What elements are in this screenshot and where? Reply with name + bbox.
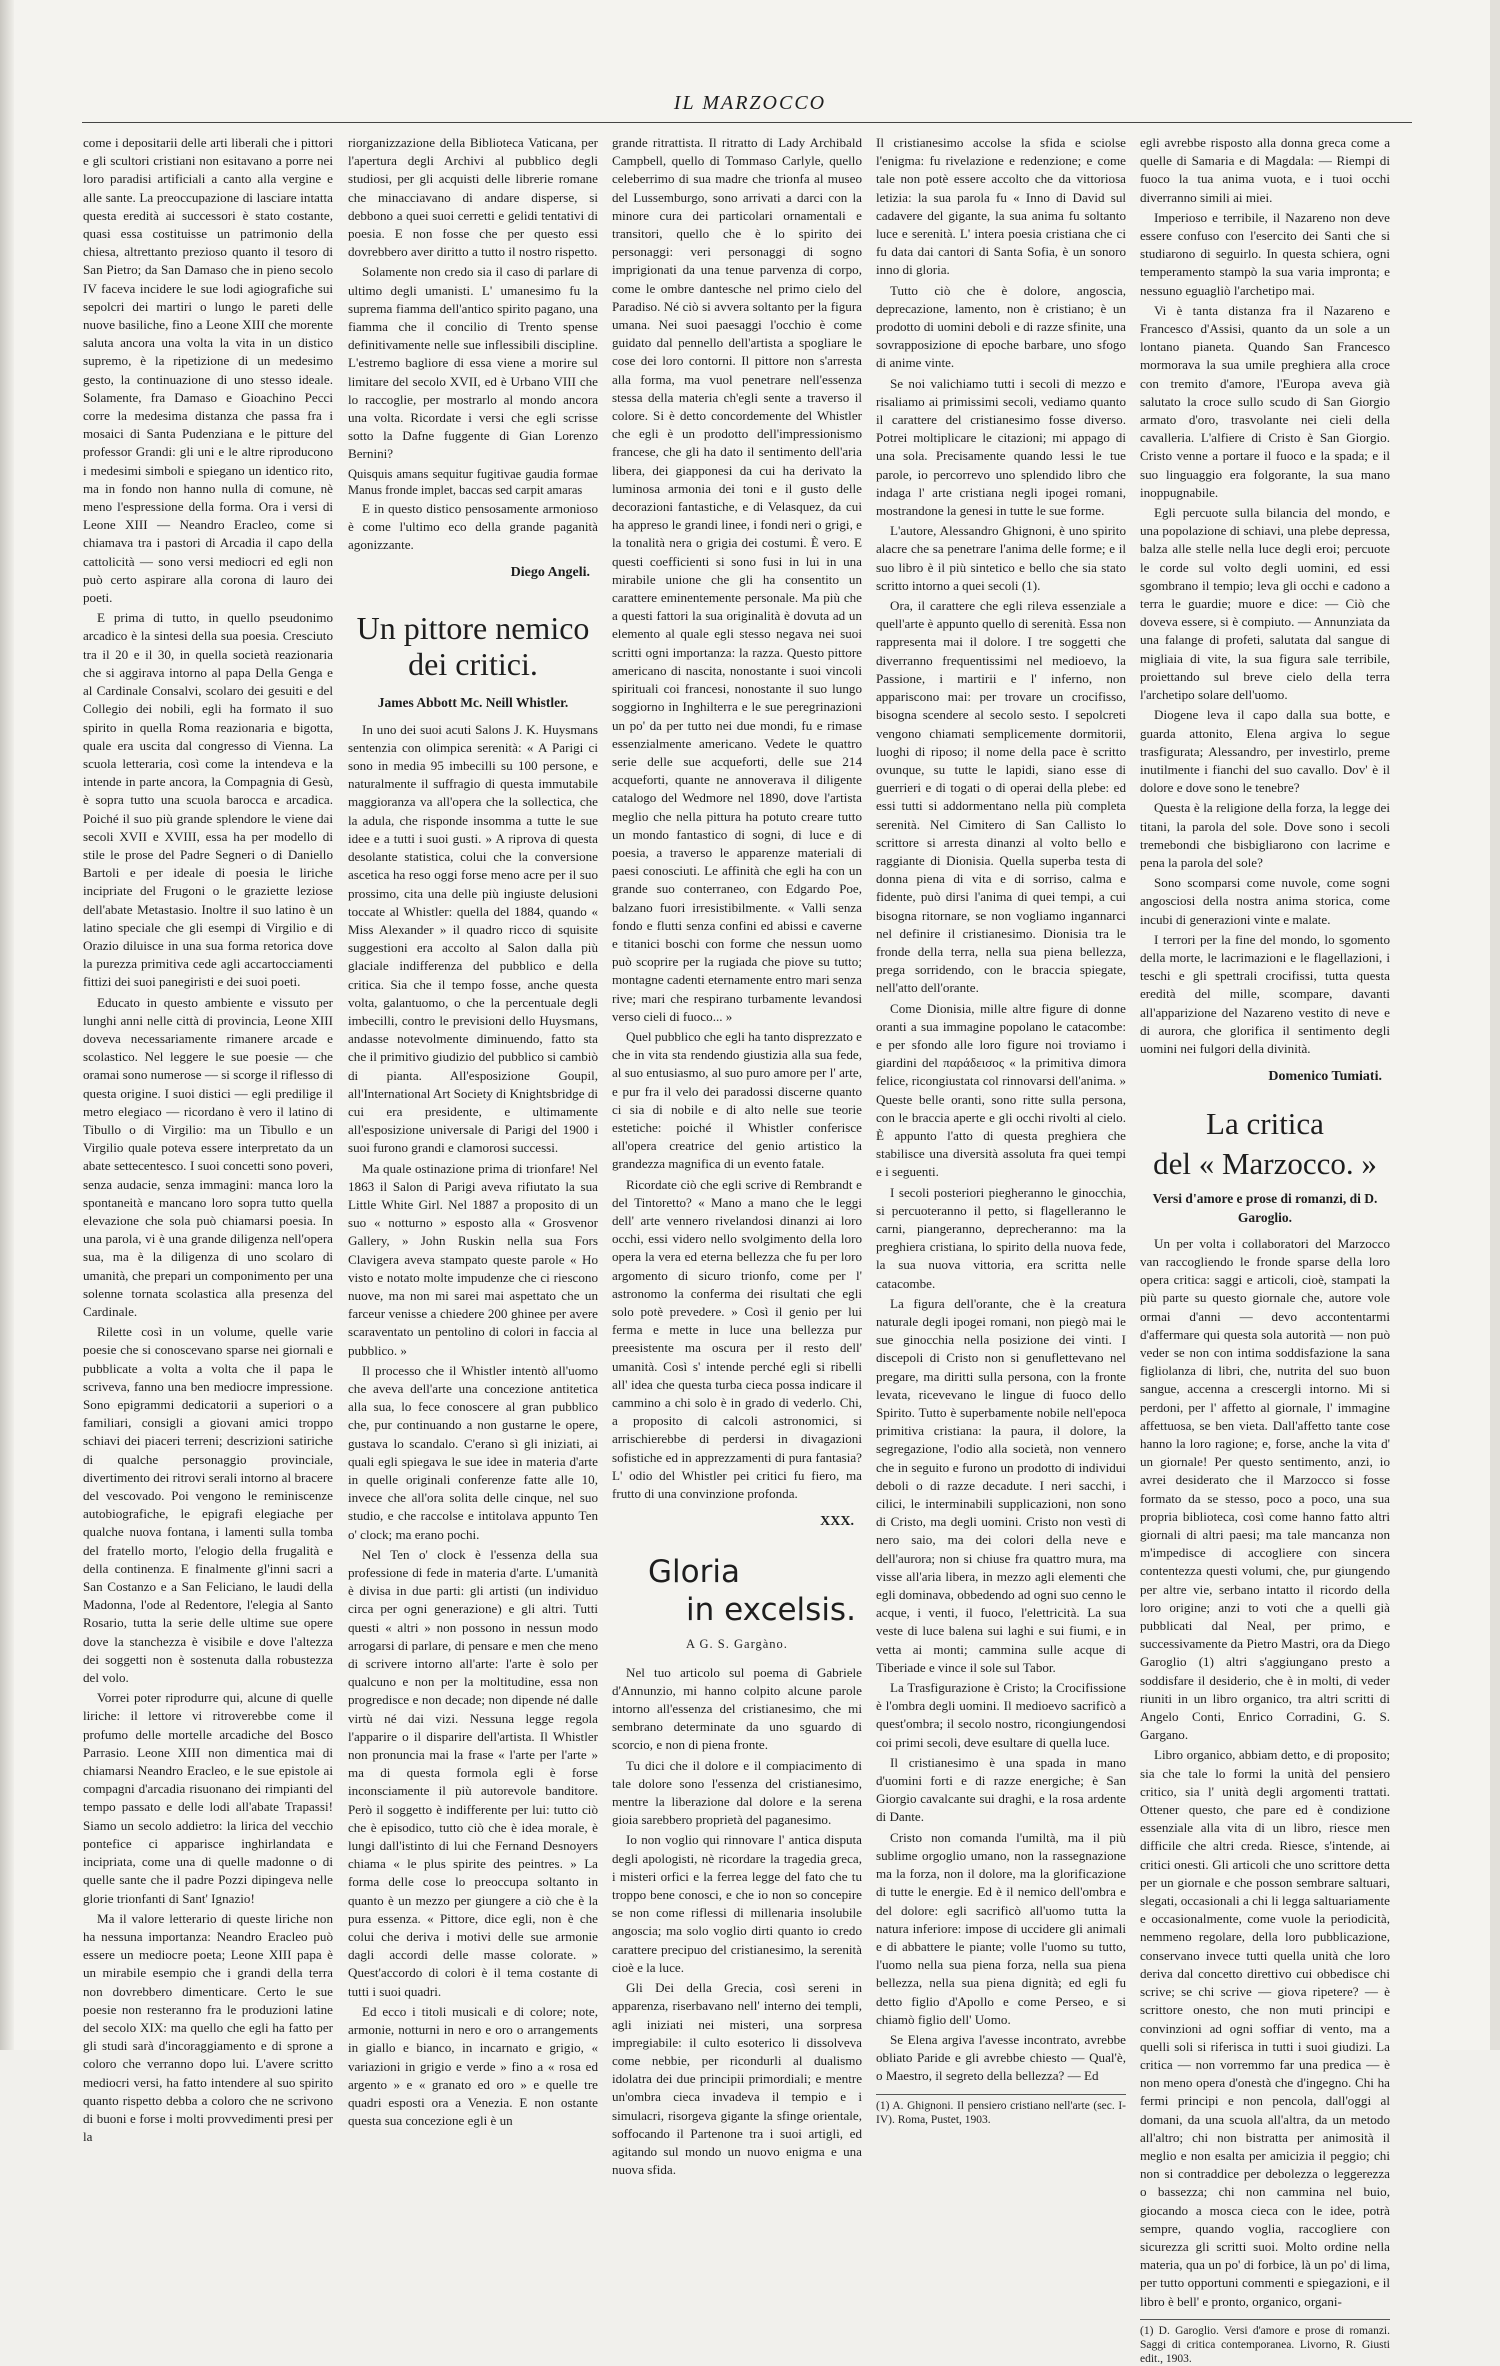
paragraph: In uno dei suoi acuti Salons J. K. Huysmans sentenzia con olimpica serenità: « A Parigi ci sono in media 95 imbecilli su 100 persone, e naturalmente il suffragio di questa immutabile maggioranza va all'opera che la sollectica, che la adula, che risponde insomma a tutte le sue idee e a tutti i suoi gusti. » A riprova di questa desolante statistica, colui che la conversione ascetica ha reso oggi forse meno acre per il suo prossimo, cita una delle più ingiuste delusioni toccate al Whistler: quella del 1884, quando « Miss Alexander » il quadro ricco di squisite suggestioni era accolto al Salon dalla più glaciale indifferenza del pubblico e della critica. Sia che il tempo fosse, anche questa volta, galantuomo, o che la percentuale degli imbecilli, contro le previsioni dello Huysmans, andasse notevolmente diminuendo, fatto sta che il primitivo giudizio del pubblico si cambiò di pianta. All'esposizione Goupil, all'International Art Society di Knightsbridge di cui era presidente, e ultimamente all'esposizione universale di Parigi del 1900 i suoi furono grandi e clamorosi successi. — [348, 721, 599, 1156]
footnote: (1) D. Garoglio. Versi d'amore e prose di romanzi. Saggi di critica contemporanea. Livorno, R. Giusti edit., 1903. — [1140, 2319, 1390, 2366]
paragraph: egli avrebbe risposto alla donna greca come a quelle di Samaria e di Magdala: — Riempi di fuoco la tua anima vuota, e i tuoi occhi diverranno simili ai miei. — [1140, 135, 1390, 205]
paragraph: I terrori per la fine del mondo, lo sgomento della morte, le lacrimazioni e le flagellazioni, i teschi e gli spettrali crocifissi, tutta questa eredità del mille, scompare, davanti all'apparizione del Nazareno vestito di neve e di aurora, che glorifica il sentimento degli uomini nei fulgori della divinità. — [1140, 931, 1390, 1056]
paragraph: I secoli posteriori piegheranno le ginocchia, si percuoteranno il petto, si flagelleranno le carni, piangeranno, deprecheranno: ma la preghiera cristiana, lo spirito della nuova fede, la sua nuova vittoria, era scritta nelle catacombe. — [876, 1184, 1126, 1291]
paragraph: Se noi valichiamo tutti i secoli di mezzo e risaliamo ai primissimi secoli, vediamo quanto il carattere del cristianesimo fosse diverso. Potrei moltiplicare le citazioni; mi appago di una sola. Precisamente quando lessi le tue parole, io percorrevo uno splendido libro che indaga l' arte cristiana negli ipogei romani, mostrandone la genesi in tutte le sue forme. — [876, 375, 1126, 519]
paragraph: L'autore, Alessandro Ghignoni, è uno spirito alacre che sa penetrare l'anima delle forme; e il suo libro è il più sintetico e bello che sia stato scritto intorno a quei secoli (1). — [876, 523, 1126, 593]
paragraph: La figura dell'orante, che è la creatura naturale degli ipogei romani, non piegò mai le sue ginocchia nella posizione dei vinti. I discepoli di Cristo non si genuflettevano nel pregare, ma diritti sulla persona, con la fronte levata, ricevevano le lingue di fuoco dello Spirito. Tutto è superbamente nobile nell'epoca primitiva cristiana: la paura, il dolore, la segregazione, l'odio alla società, non vennero che in seguito e furono un prodotto di individui deboli o di razze decadute. I neri sacchi, i cilici, le interminabili supplicazioni, non sono di Cristo, ma degli uomini. Cristo non vestì di nero saio, ma dei colori della neve e dell'aurora; non si chiuse fra quattro mura, ma visse all'aria libera, in mezzo agli elementi che egli dominava, obbedendo ad ogni suo cenno le acque, i venti, il fuoco, l'elettricità. La sua veste di luce balena sui laghi e sui fiumi, e in vetta ai monti; cammina sulle acque di Tiberiade e vince il sole sul Tabor. — [876, 1295, 1126, 1675]
paragraph: Imperioso e terribile, il Nazareno non deve essere confuso con l'esercito dei Santi che si studiarono di seguirlo. In questa schiera, ogni temperamento stampò la sua varia impronta; e nessuno eguagliò l'archetipo mai. — [1140, 209, 1390, 298]
article-title — [1140, 1104, 1390, 1184]
paragraph: Ma il valore letterario di queste liriche non ha nessuna importanza: Neandro Eracleo può essere un mediocre poeta; Leone XIII papa è un mirabile esempio che i grandi della terra non dovrebbero dimenticare. Certo le sue poesie non resteranno fra le produzioni latine del secolo XIX: ma quello che egli ha fatto per gli studi sarà d'incoraggiamento e di sprone a coloro che verranno dopo lui. L'avere scritto mediocri versi, ha fatto intendere al suo spirito quanto rispetto debba a coloro che ne scrivono di buoni e forse i molti provvedimenti presi per la — [83, 1910, 333, 2145]
paragraph: Tu dici che il dolore e il compiacimento di tale dolore sono l'essenza del cristianesimo, mentre la liberazione dal dolore e la serena gioia sarebbero proprietà del paganesimo. — [612, 1757, 862, 1828]
paragraph: Diogene leva il capo dalla sua botte, e guarda attonito, Elena argiva lo segue trasfigurata; Alessandro, per investirlo, preme inutilmente i fianchi del suo cavallo. Dov' è il dolore e dove sono le tenebre? — [1140, 707, 1390, 796]
paragraph: grande ritrattista. Il ritratto di Lady Archibald Campbell, quello di Tommaso Carlyle, quello celeberrimo di sua madre che trionfa al museo del Lussemburgo, sono arrivati a darci con la minore cura dei particolari ornamentali e transitori, quello che è lo spirito dei personaggi: veri personaggi di sogno imprigionati da una tenue parvenza di corpo, come le ombre dantesche nel primo cielo del Paradiso. Né ciò si avvera soltanto per la figura umana. Nei suoi paesaggi l'occhio è come guidato dal pennello dell'artista a spogliare le cose dei loro contorni. Il pittore non s'arresta alla forma, ma vuol penetrare nell'essenza stessa della materia ch'egli sente a traverso il colore. Si è detto concordemente del Whistler che egli è un prodotto dell'impressionismo francese, che gli ha dato il sentimento dell'aria libera, dei giapponesi da cui ha derivato la luminosa armonia dei toni e il gusto delle decorazioni fantastiche, e di Velasquez, da cui ha appreso le grandi linee, i fondi neri o grigi, e la tonalità nera o grigia dei costumi. È vero. E questi coefficienti si sono fusi in lui in una mirabile unione che gli ha consentito un carattere eminentemente personale. Ma più che a questi fattori la sua originalità è dovuta ad un elemento al quale egli stesso negava nei suoi scritti ogni importanza: la razza. Questo pittore americano di nascita, nonostante i suoi vincoli spirituali coi francesi, nonostante il suo lungo soggiorno in Inghilterra e le sue peregrinazioni un po' da per tutto nei due mondi, fu e rimase essenzialmente americano. Vedete le quattro serie delle sue acqueforti, delle sue 214 acqueforti, quante ne annoverava il diligente catalogo del Wedmore nel 1890, dove l'artista meglio che nella pittura ha potuto creare tutto un mondo fantastico di sogni, di luce e di poesia, a traverso le apparenze materiali di paesi conosciuti. Le affinità che egli ha con un grande suo conterraneo, con Edgardo Poe, balzano fuori irresistibilmente. « Valli senza fondo e flutti senza confini ed abissi e caverne e titanici boschi con forme che nessun uomo può scoprire per la rugiada che piove su tutto; montagne cadenti eternamente entro mari senza rive; mari che respirano turbamente levandosi verso cieli di fuoco... » — [612, 135, 862, 1024]
paragraph: Vorrei poter riprodurre qui, alcune di quelle liriche: il lettore vi ritroverebbe come il profumo delle mortelle arcadiche del Bosco Parrasio. Leone XIII non dimentica mai di chiamarsi Neandro Eracleo, e le sue epistole ai compagni d'arcadia risuonano dei rimpianti del tempo passato e delle lodi all'abate Trapassi! Siamo un secolo addietro: la lirica del vecchio pontefice ci apparisce inghirlandata e incipriata, come una di quelle madonne o di quelle sante che il padre Pozzi dipingeva nelle glorie trionfanti di Sant' Ignazio! — [83, 1690, 333, 1906]
article-subhead: Versi d'amore e prose di romanzi, di D. Garoglio. — [1152, 1191, 1378, 1225]
scan-edge-right — [1490, 0, 1500, 2050]
paragraph: Ora, il carattere che egli rileva essenziale a quell'arte è appunto quello di serenità. Essa non rappresenta mai il dolore. I tre soggetti che diverranno frequentissimi nel medioevo, la Passione, i martirii e l' inferno, non appariscono mai: per trovare un crocifisso, bisogna scendere al secolo sesto. I sepolcreti vengono chiamati semplicemente dormitorii, luoghi di riposo; il nome della pace è scritto ovunque, su tutte le lapidi, siano esse di guerrieri e di togati o di operai della plebe: ed essi tutti si addormentano nella più completa serenità. Nel Cimitero di San Callisto lo scrittore si arresta dinanzi al volto bello e raggiante di Dionisia. Quella superba testa di donna piena di vita e di sorriso, calma e fidente, può dirsi l'anima di quei tempi, a cui bisogna ritornare, se non vogliamo ingannarci nel definire il cristianesimo. Dionisia tra le fronde della terra, nella sua piena bellezza, prega sorridendo, con le braccia spiegate, nell'atto dell'orante. — [876, 598, 1126, 996]
scan-edge-left — [0, 0, 14, 2050]
paragraph: Tutto ciò che è dolore, angoscia, deprecazione, lamento, non è cristiano; è un prodotto di uomini deboli e di razze sfinite, una sovrapposizione di epoche barbare, uno sfogo di anime vinte. — [876, 282, 1126, 371]
paragraph: Il cristianesimo è una spada in mano d'uomini forti e di razze energiche; è San Giorgio cavalcante sui draghi, e la rosa ardente di Dante. — [876, 1754, 1126, 1825]
paragraph: Se Elena argiva l'avesse incontrato, avrebbe obliato Paride e gli avrebbe chiesto — Qual'è, o Maestro, il segreto della bellezza? — Ed — [876, 2031, 1126, 2084]
paragraph: Nel tuo articolo sul poema di Gabriele d'Annunzio, mi hanno colpito alcune parole intorno all'essenza del cristianesimo, che mi sembrano determinate da uno sguardo di scorcio, e non di piena fronte. — [612, 1664, 862, 1753]
paragraph: Quel pubblico che egli ha tanto disprezzato e che in vita sta rendendo giustizia alla sua fede, al suo entusiasmo, al suo puro amore per l' arte, e pur fra il velo dei paradossi discerne quanto ci sia di nobile e di alto nelle sue teorie estetiche: poiché il Whistler conferisce all'opera creatrice del genio artistico la grandezza magnifica di un evento fatale. — [612, 1028, 862, 1172]
paragraph: Sono scomparsi come nuvole, come sogni angosciosi della nostra anima storica, come incubi di generazioni vinte e malate. — [1140, 875, 1390, 927]
article-title: Un pittore nemico dei critici. — [356, 610, 590, 683]
header-rule — [82, 122, 1412, 123]
paragraph: Nel Ten o' clock è l'essenza della sua professione di fede in materia d'arte. L'umanità è divisa in due parti: gli artisti (un individuo circa per ogni generazione) e gli altri. Tutti questi « altri » non possono in nessun modo arrogarsi di parlare, di pensare e men che meno di scrivere intorno all'arte: l'arte è solo per qualcuno e non per la moltitudine, essa non progredisce e non decade; non dipende né dalle virtù né dai vizi. Nessuna legge regola l'apparire o il disparire dell'artista. Il Whistler non pronuncia mai la frase « l'arte per l'arte » ma di questa formola egli è forse inconsciamente il più autorevole banditore. Però il soggetto è indifferente per lui: tutto ciò che è episodico, tutto ciò che è idea morale, è lungi dall'istinto di lui che Fernand Desnoyers chiama « le plus spirite des peintres. » La forma delle cose lo preoccupa soltanto in quanto è un mezzo per giungere a ciò che è la pura essenza. « Pittore, dice egli, non è che colui che deriva i motivi delle sue armonie dagli accordi delle masse colorate. » Quest'accordo di colori è il tema costante di tutti i suoi quadri. — [348, 1546, 598, 1999]
paragraph: Egli percuote sulla bilancia del mondo, e una popolazione di schiavi, una plebe depressa, balza alle stelle nella luce degli eroi; percuote le corde sul volto degli uomini, ed essi sgombrano il tempio; leva gli occhi e cadono a terra le guardie; muore e dice: — Ciò che doveva essere, si è compiuto. — Annunziata da una falange di profeti, salutata dal sangue di migliaia di vite, la sua figura sale terribile, proiettando sul breve cielo della terra l'archetipo solare dell'uomo. — [1140, 505, 1390, 703]
paragraph: Gli Dei della Grecia, così sereni in apparenza, riserbavano nell' interno dei templi, agli iniziati nei misteri, una sorpresa impregiabile: il culto esoterico li dissolveva come nebbie, per ricondurli al dualismo idolatra dei due principii primordiali; e mentre un'ombra cieca invadeva il tempio e i simulacri, risorgeva gigante la sfinge orientale, soffocando il Partenone tra i suoi artigli, ed agitando sul mondo un nuovo enigma e una nuova sfida. — [612, 1980, 862, 2178]
paragraph: come i depositarii delle arti liberali che i pittori e gli scultori cristiani non esitavano a porre nei loro paradisi artificiali a canto alla vergine e alle sante. La preoccupazione di lasciare intatta questa eredità ai successori è stato costante, quasi essa costituisse un patrimonio della chiesa, altrettanto prezioso quanto il tesoro di San Pietro; da San Damaso che in pieno secolo IV faceva incidere le sue lodi agiografiche sui sepolcri dei martiri o lungo le pareti delle nuove basiliche, fino a Leone XIII che morente saluta ancora una volta la vita in un distico supremo, è la ripetizione di un medesimo gesto, la continuazione di uno stesso ideale. Solamente, fra Damaso e Gioachino Pecci corre la medesima distanza che passa fra i mosaici di Santa Pudenziana e le pitture del professor Grandi: gli uni e le altre riproducono i medesimi simboli e spiegano un identico rito, ma in fondo non hanno nulla di comune, nè meno l'espressione della forma. Ora i versi di Leone XIII — Neandro Eracleo, come si chiamava tra i pastori di Arcadia il capo della cattolicità — sono versi mediocri ed egli non può certo aspirare alla corona di lauro dei poeti. — [83, 135, 333, 606]
title-line: La critica — [1206, 1106, 1324, 1142]
paragraph: Rilette così in un volume, quelle varie poesie che si conoscevano sparse nei giornali e pubblicate a volta a volta che il papa le scriveva, fanno una ben mediocre impressione. Sono epigrammi dedicatorii a superiori o a familiari, consigli a giovani amici troppo schiavi dei piaceri terreni; descrizioni satiriche di qualche personaggio provinciale, divertimento dei ritrovi serali intorno al bracere del vescovado. Poi vengono le reminiscenze autobiografiche, le epigrafi elegiache per qualche nuova fontana, i lamenti sulla tomba del fratello morto, l'elogio della frugalità e della continenza. E finalmente gl'inni sacri a San Costanzo e a San Feliciano, le laudi della Madonna, l'ode al Redentore, l'elegia al Santo Rosario, tutta la serie delle ultime sue opere dove la stanchezza è visibile e dove l'altezza dei soggetti non è sostenuta dalla robustezza del volo. — [83, 1324, 333, 1686]
paragraph: Ma quale ostinazione prima di trionfare! Nel 1863 il Salon di Parigi aveva rifiutato la sua Little White Girl. Nel 1887 a proposito di un suo « notturno » esposto alla « Grosvenor Gallery, » John Ruskin nella sua Fors Clavigera aveva stampato queste parole « Ho visto e notato molte impudenze che ci riescono nuove, ma non mi sarei mai aspettato che un farceur venisse a chiedere 200 ghinee per avere scaraventato un pentolino di colori in faccia al pubblico. » — [348, 1160, 598, 1358]
column-4 — [876, 134, 1126, 2127]
column-3 — [612, 134, 862, 2181]
column-5 — [1140, 134, 1390, 2366]
latin-quote: Quisquis amans sequitur fugitivae gaudia formae Manus fronde implet, baccas sed carpit amaras — [348, 466, 598, 497]
paragraph: Libro organico, abbiam detto, e di proposito; sia che tale lo formi la unità del pensiero critico, sia l' unità degli argomenti trattati. Ottener questo, che pare ed è condizione essenziale alla vita di un libro, riesce men difficile che altri creda. Riesce, s'intende, ai critici onesti. Gli articoli che uno scrittore detta per un giornale e che posson sembrare saltuari, slegati, occasionali a chi li legga saltuariamente e occasionalmente, come vuole la periodicità, nemmeno regolare, della loro pubblicazione, conservano invece tutti quella unità che loro deriva dal concetto direttivo cui obbedisce chi scrive; se chi scrive — giova ripetere? — è scrittore onesto, che non muti principi e convinzioni ad ogni soffiar di vento, ma a quelli soli si riferisca in tutti i suoi giudizi. La critica — non vorremmo far una predica — è non meno opera d'onestà che d'ingegno. Chi ha fermi principi e non pencola, dall'oggi al domani, da una scuola all'altra, da un metodo all'altro; chi non bistratta per animosità il meglio e non esalta per amicizia il peggio; chi non si contraddice per debolezza o leggerezza o bassezza; chi non cammina nel buio, giocando a mosca cieca con le idee, potrà sempre, quando voglia, raccogliere con sicurezza gli scritti suoi. Molto ordine nella materia, qua un po' di forbice, là un po' di lima, per tutto opportuni commenti e spiegazioni, e il libro è bell' e pronto, organico, organi- — [1140, 1747, 1390, 2309]
column-1 — [83, 134, 333, 2148]
paragraph: Il cristianesimo accolse la sfida e sciolse l'enigma: fu rivelazione e redenzione; e come tale non potè essere accolto che da vittoriosa letizia: la sua parola fu « Inno di David sul cadavere del gigante, la sua anima fu soltanto luce e serenità. L' intera poesia cristiana che ci fu data dai cantori di Santa Sofia, è un sonoro inno di gloria. — [876, 135, 1126, 278]
paragraph: Io non voglio qui rinnovare l' antica disputa degli apologisti, nè ricordare la tragedia greca, i misteri orfici e la ferrea legge del fato che tu troppo bene conosci, e che io non so concepire se non come riflessi di millenaria insolubile angoscia; ma solo voglio dirti quanto io credo carattere precipuo del cristianesimo, la serenità cioè e la luce. — [612, 1832, 862, 1975]
paragraph: Vi è tanta distanza fra il Nazareno e Francesco d'Assisi, quanto da un sole a un lontano pianeta. Quando San Francesco mormorava la sua umile preghiera alla croce con tremito d'amore, l'Europa aveva già salutato la croce sullo scudo di San Giorgio armato d'oro, trasvolante nei cieli della cavalleria. L'alfiere di Cristo è San Giorgio. Cristo venne a portare il fuoco e la spada; e il suo linguaggio era folgorante, la sua mano inoppugnabile. — [1140, 302, 1390, 500]
paragraph: La Trasfigurazione è Cristo; la Crocifissione è l'ombra degli uomini. Il medioevo sacrificò a quest'ombra; il secolo nostro, ricongiungendosi coi primi secoli, deve esultare di quella luce. — [876, 1680, 1126, 1750]
article-subhead: James Abbott Mc. Neill Whistler. — [377, 695, 569, 711]
paragraph: Solamente non credo sia il caso di parlare di ultimo degli umanisti. L' umanesimo fu la suprema fiamma dell'antico spirito pagano, una fiamma che il concilio di Trento spense definitivamente nelle sue inflessibili discipline. L'estremo bagliore di essa viene a morire sul limitare del secolo XVII, ed è Urbano VIII che lo raccoglie, per mostrarlo al mondo ancora una volta. Ricordate i versi che egli scrisse sotto la Dafne fuggente di Gian Lorenzo Bernini? — [348, 264, 598, 462]
footnote: (1) A. Ghignoni. Il pensiero cristiano nell'arte (sec. I-IV). Roma, Pustet, 1903. — [876, 2094, 1126, 2127]
paragraph: Il processo che il Whistler intentò all'uomo che aveva dell'arte una concezione antitetica alla sua, lo fece conoscere al gran pubblico che, pur continuando a non gustarne le opere, gustava lo scandalo. C'erano sì gli iniziati, ai quali egli spiegava le sue idee in materia d'arte in quelle originali conferenze fatte alle 10, invece che all'ora solita delle cinque, nel suo studio, e che raccolse e intitolava appunto Ten o' clock; ma erano pochi. — [348, 1362, 598, 1542]
article-title — [648, 1553, 862, 1629]
paragraph: E prima di tutto, in quello pseudonimo arcadico è la sintesi della sua poesia. Cresciuto tra il 20 e il 30, in quella società reazionaria che si aggirava intorno al papa Della Genga e al Cardinale Consalvi, scolaro dei gesuiti e del Collegio dei nobili, egli ha formato il suo spirito in quella Roma reazionaria e bigotta, quale era uscita dal congresso di Vienna. La scuola letteraria, così come la intendeva e la intende in parte ancora, la Compagnia di Gesù, è sopra tutto una scuola barocca e arcadica. Poiché il suo più grande splendore le viene dai secoli XVII e XVIII, essa ha per modello di stile le prose del Padre Segneri o di Daniello Bartoli e per ideale di poesia le liriche incipriate del Frugoni o le graziette leziose dell'abate Metastasio. Inoltre il suo latino è un latino speciale che gli esempi di Virgilio e di Orazio diluisce in una sua forma retorica dove la purezza primitiva cede agli accartocciamenti fittizi dei suoi panegiristi e dei suoi poeti. — [83, 610, 333, 990]
paragraph: Ed ecco i titoli musicali e di colore; note, armonie, notturni in nero e oro o arrangements in giallo e bianco, in incarnato e grigio, « variazioni in grigio e verde » fino a « rosa ed argento » e « granato ed oro » e quelle tre quadri esposti ora a Venezia. E non ostante questa sua concezione egli è un — [348, 2003, 598, 2129]
title-line: Gloria — [648, 1554, 740, 1591]
author-signature: Diego Angeli. — [510, 565, 590, 581]
paragraph: Cristo non comanda l'umiltà, ma il più sublime orgoglio umano, non la rassegnazione ma la forza, non il dolore, ma la glorificazione di tutte le energie. Ed è il nemico dell'ombra e del dolore: egli sacrificò all'uomo tutta la natura inferiore: impose di uccidere gli animali e di abbattere le piante; volle l'uomo su tutto, l'uomo nella sua piena forza, nella sua piena bellezza, nella sua piena dignità; ed egli fu detto figlio d'Apollo e come Perseo, e si chiamò figlio dell' Uomo. — [876, 1829, 1126, 2027]
paragraph: Ricordate ciò che egli scrive di Rembrandt e del Tintoretto? « Mano a mano che le leggi dell' arte vennero rivelandosi dinanzi ai loro occhi, essi videro nello svolgimento della loro opera la vera ed eterna bellezza che fu per loro argomento di sicuro trionfo, come per l' astronomo la conferma dei risultati che egli solo potè prevedere. » Così il genio per lui ferma e mette in luce una bellezza pur preesistente ma oscura per il resto dell' umanità. Così s' intende perché egli si ribelli all' idea che questa turba cieca possa indicare il cammino a chi solo è in grado di vederlo. Chi, a proposito di calcoli astronomici, si arrischierebbe di perdersi in divagazioni sofistiche ed in apprezzamenti di pura fantasia? L' odio del Whistler pei critici fu fiero, ma frutto di una convinzione profonda. — [612, 1176, 862, 1502]
running-head: IL MARZOCCO — [673, 92, 827, 114]
paragraph: riorganizzazione della Biblioteca Vaticana, per l'apertura degli Archivi al pubblico degli studiosi, per gli acquisti delle librerie romane che minacciavano di andare disperse, si debbono a quei suoi cerretti e gelidi tentativi di poesia. E non fosse che per questo essi dovrebbero aver diritto a tutto il nostro rispetto. — [348, 135, 598, 260]
paragraph: Un per volta i collaboratori del Marzocco van raccogliendo le fronde sparse della loro opera critica: saggi e articoli, cioè, stampati la più parte su questo giornale che, autore vole ormai d'anni — devo accontentarmi d'affermare qui questa sola autorità — non può veder se non con intima soddisfazione la sana figliolanza di libri, che, nutrita del suo buon sangue, accenna a crescergli intorno. Mi si perdoni, per l' affetto al giornale, l' immagine affettuosa, se ben vieta. Dall'affetto tante cose hanno la loro ragione; e, forse, anche la vita d' un giornale! Per questo sentimento, anzi, io avrei desiderato che il Marzocco si fosse formato da se stesso, poco a poco, una sua propria biblioteca, così come hanno fatto altri giornali di altri paesi; ma tale mancanza non m'impedisce di accogliere con sincera contentezza questi volumi, che, pur giungendo per altre vie, serbano intatto il ricordo della loro origine; anzi to voti che a quelli già pubblicati dal Neal, per primo, e successivamente da Pietro Mastri, ora da Diego Garoglio (1) altri s'aggiungano presto a soddisfare il desiderio, che è in molti, di veder riuniti in un libro organico, tra altri scritti di Angelo Conti, Enrico Corradini, G. S. Gargano. — [1140, 1235, 1390, 1743]
paragraph: Questa è la religione della forza, la legge dei titani, la parola del sole. Dove sono i secoli tremebondi che bisbigliarono con lacrime e pena la parola del sole? — [1140, 800, 1390, 870]
dedication: A G. S. Gargàno. — [686, 1637, 788, 1652]
title-line: in excelsis. — [686, 1592, 856, 1629]
author-signature: XXX. — [820, 1514, 854, 1530]
author-signature: Domenico Tumiati. — [1268, 1069, 1382, 1085]
paragraph: Come Dionisia, mille altre figure di donne oranti a sua immagine popolano le catacombe: e per sfondo alle loro figure noi troviamo i giardini del παράδεισος « la primitiva dimora felice, ricongiustata col rinnovarsi dell'anima. » Queste belle oranti, sono ritte sulla persona, con le braccia aperte e gli occhi rivolti al cielo. È appunto l'atto di questa preghiera che stabilisce una diversità assoluta fra quei tempi e i seguenti. — [876, 1000, 1126, 1180]
paragraph: E in questo distico pensosamente armonioso è come l'ultimo eco della grande paganità agonizzante. — [348, 500, 598, 553]
paragraph: Educato in questo ambiente e vissuto per lunghi anni nelle città di provincia, Leone XIII doveva necessariamente rimanere arcade e scolastico. Nel leggere le sue poesie — che oramai sono numerose — si scorge il riflesso di questa origine. I suoi distici — egli predilige il metro elegiaco — ricordano è vero il latino di Tibullo o di Virgilio: ma un Tibullo e un Virgilio quale poteva essere interpretato da un abate settecentesco. I suoi concetti sono poveri, senza audacie, senza immagini: manca loro la spontaneità e mancano loro sopra tutto quella elevazione che sola può chiamarsi poesia. In una parola, vi è una grande diligenza nell'opera sua, ma è la diligenza di uno scolaro di umanità, che prepari un componimento per una solenne tornata scolastica alla presenza del Cardinale. — [83, 994, 333, 1319]
column-2 — [348, 134, 598, 2132]
title-line: del « Marzocco. » — [1153, 1146, 1377, 1182]
